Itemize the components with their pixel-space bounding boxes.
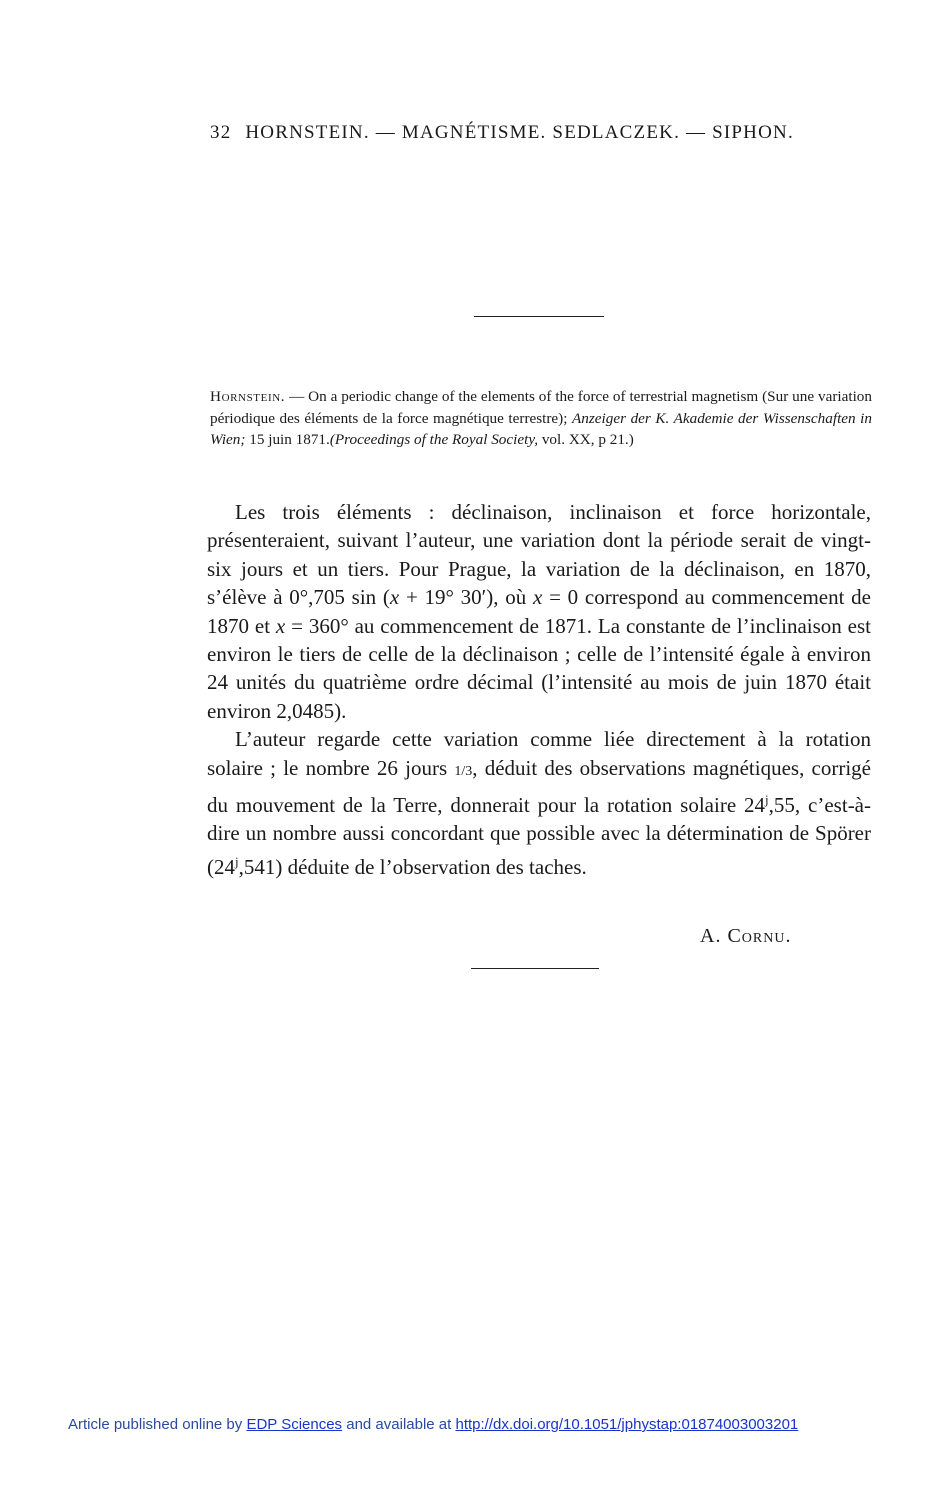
citation-volume: vol. XX, p 21.)	[538, 431, 634, 448]
paragraph-1: Les trois éléments : déclinaison, inclinaison et force horizontale, présenteraient, suivant l’auteur, une variation dont la période serait de vingt-six jours et un tiers. Pour Prague, la variation de la déclinaison, en 1870, s’élève à 0°,705 sin (x + 19° 30′), où x = 0 correspond au commencement de 1870 et x = 360° au commencement de 1871. La constante de l’inclinaison est environ le tiers de celle de la déclinaison ; celle de l’intensité égale à environ 24 unités du quatrième ordre décimal (l’intensité au mois de juin 1870 était environ 2,0485).	[207, 500, 872, 723]
article-body	[207, 498, 871, 881]
publication-footer: Article published online by EDP Sciences and available at http://dx.doi.org/10.1051/jphystap:01874003003201	[68, 1416, 799, 1433]
running-head	[210, 122, 850, 144]
fraction-one-third: 1/3	[454, 763, 473, 779]
citation-journal: Anzeiger der K. Akademie der Wissenschaften in Wien;	[210, 409, 872, 448]
publisher-link[interactable]: EDP Sciences	[246, 1416, 343, 1433]
citation-author: Hornstein.	[210, 388, 286, 405]
citation-date: 15 juin 1871.	[245, 431, 330, 448]
paragraph-2: L’auteur regarde cette variation comme liée directement à la rotation solaire ; le nombre 26 jours 1/3, déduit des observations magnétiques, corrigé du mouvement de la Terre, donnerait pour la rotation solaire 24$^j$,55, c’est-à-dire un nombre aussi concordant que possible avec la détermination de Spörer (24$^j$,541) déduite de l’observation des taches.	[207, 727, 872, 879]
author-signature: A. Cornu.	[700, 925, 792, 947]
citation-proceedings: (Proceedings of the Royal Society,	[329, 431, 539, 448]
bottom-divider-rule	[471, 968, 599, 969]
top-divider-rule	[474, 316, 604, 317]
page-number: 32	[210, 122, 232, 143]
bibliographic-citation	[210, 386, 872, 451]
running-title: HORNSTEIN. — MAGNÉTISME. SEDLACZEK. — SIPHON.	[245, 122, 794, 143]
citation-title: — On a periodic change of the elements of the force of terrestrial magnetism (Sur une variation périodique des éléments de la force magnétique terrestre);	[210, 388, 872, 427]
doi-link[interactable]: http://dx.doi.org/10.1051/jphystap:01874003003201	[455, 1416, 799, 1433]
